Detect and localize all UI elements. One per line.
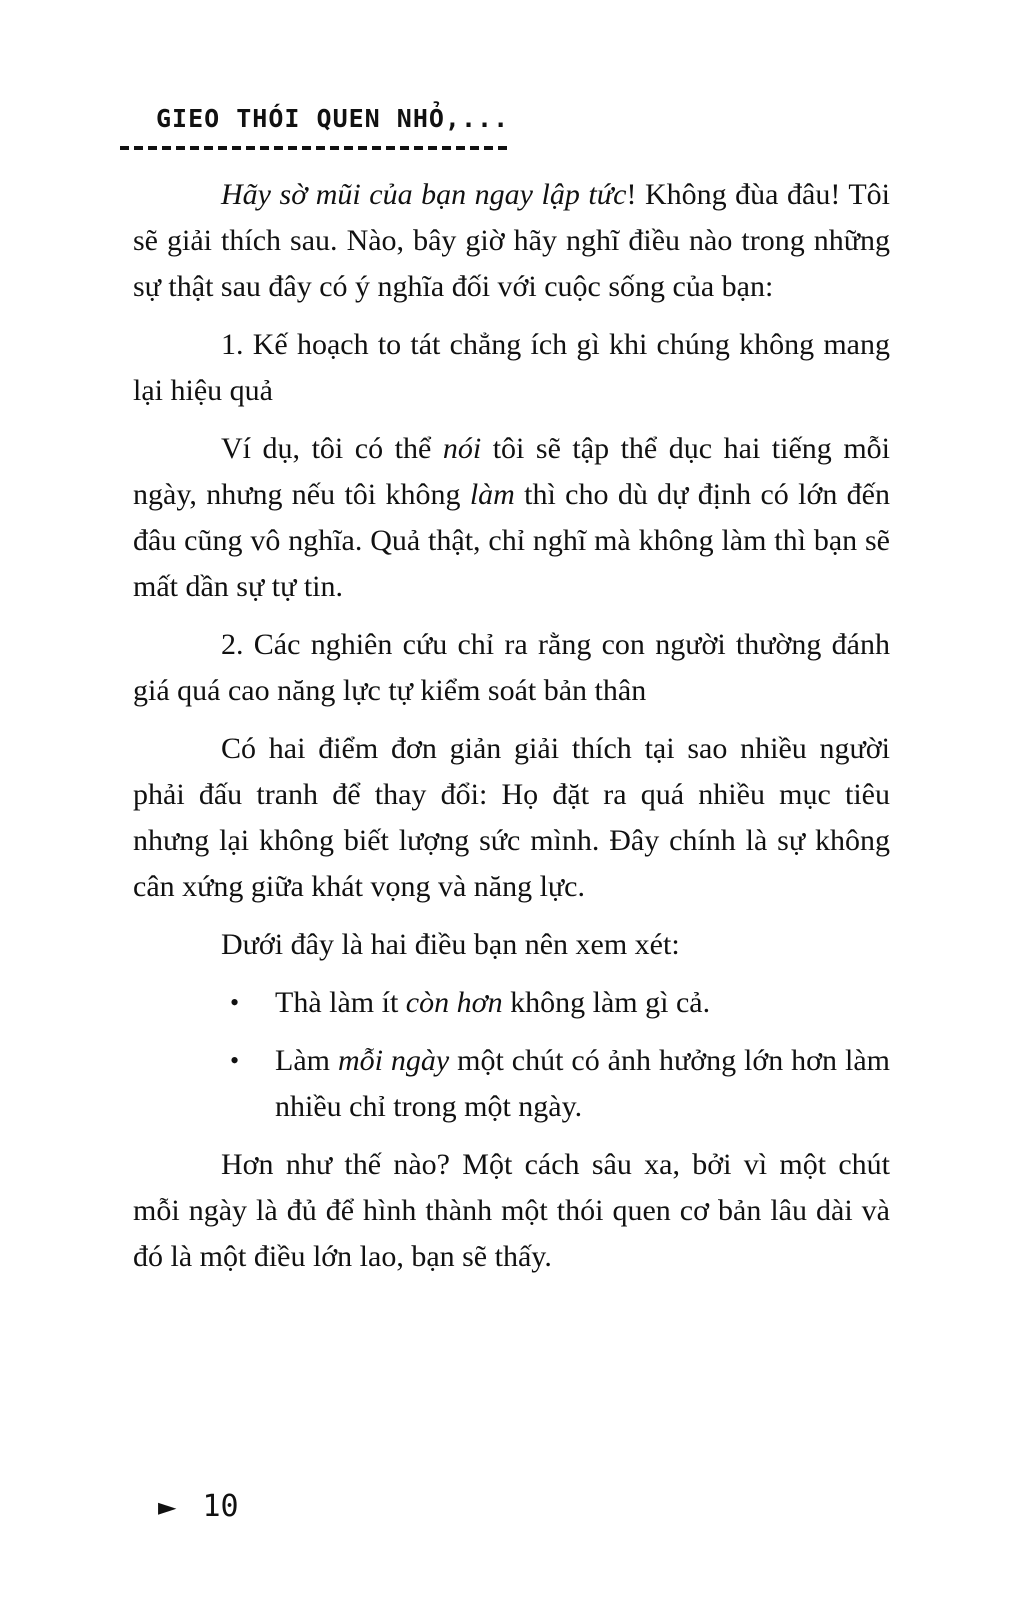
text-segment-italic: Hãy sờ mũi của bạn ngay lập tức bbox=[221, 178, 627, 211]
bullet-icon: • bbox=[230, 1046, 240, 1075]
paragraph bbox=[133, 426, 890, 610]
paragraph bbox=[133, 322, 890, 414]
text-segment: Có hai điểm đơn giản giải thích tại sao nhiều người phải đấu tranh để thay đổi: Họ đặt ra quá nhiều mục tiêu nhưng lại không biết lượng sức mình. Đây chính là sự không cân xứng giữa khát vọng và năng lực. bbox=[133, 732, 890, 903]
text-segment-italic: mỗi ngày bbox=[337, 1044, 450, 1077]
text-segment: 2. Các nghiên cứu chỉ ra rằng con người thường đánh giá quá cao năng lực tự kiểm soát bản thân bbox=[133, 628, 890, 707]
list-item-text bbox=[275, 980, 890, 1026]
text-segment: tôi sẽ tập thể dục hai tiếng mỗi ngày, nhưng nếu tôi không bbox=[133, 432, 890, 511]
list-item-text bbox=[275, 1038, 890, 1130]
page-number: 10 bbox=[202, 1489, 239, 1524]
text-segment: Thà làm ít bbox=[275, 986, 406, 1019]
paragraph bbox=[133, 922, 890, 968]
text-segment-italic: nói bbox=[442, 432, 482, 465]
text-segment: Hơn như thế nào? Một cách sâu xa, bởi vì một chút mỗi ngày là đủ để hình thành một thói quen cơ bản lâu dài và đó là một điều lớn lao, bạn sẽ thấy. bbox=[133, 1148, 890, 1273]
paragraph bbox=[133, 726, 890, 910]
triangle-page-marker-icon: ► bbox=[158, 1493, 177, 1521]
text-segment: 1. Kế hoạch to tát chẳng ích gì khi chúng không mang lại hiệu quả bbox=[133, 328, 890, 407]
page-body bbox=[133, 172, 890, 1292]
text-segment: Dưới đây là hai điều bạn nên xem xét: bbox=[221, 928, 680, 961]
text-segment: Ví dụ, tôi có thể bbox=[221, 432, 443, 465]
text-segment: một chút có ảnh hưởng lớn hơn làm nhiều chỉ trong một ngày. bbox=[275, 1044, 890, 1123]
bullet-icon: • bbox=[230, 988, 240, 1017]
page-footer bbox=[158, 1489, 239, 1524]
list-item bbox=[133, 980, 890, 1026]
paragraph bbox=[133, 1142, 890, 1280]
text-segment: thì cho dù dự định có lớn đến đâu cũng vô nghĩa. Quả thật, chỉ nghĩ mà không làm thì bạn sẽ mất dần sự tự tin. bbox=[133, 478, 890, 603]
text-segment-italic: làm bbox=[469, 478, 515, 511]
header-dashed-rule bbox=[120, 146, 508, 150]
text-segment: ! Không đùa đâu! Tôi sẽ giải thích sau. Nào, bây giờ hãy nghĩ điều nào trong những sự thật sau đây có ý nghĩa đối với cuộc sống của bạn: bbox=[133, 178, 890, 303]
text-segment: Làm bbox=[275, 1044, 338, 1077]
text-segment: không làm gì cả. bbox=[502, 986, 711, 1019]
running-header-title: GIEO THÓI QUEN NHỎ,... bbox=[156, 104, 510, 133]
text-segment-italic: còn hơn bbox=[405, 986, 503, 1019]
paragraph bbox=[133, 622, 890, 714]
paragraph bbox=[133, 172, 890, 310]
list-item bbox=[133, 1038, 890, 1130]
